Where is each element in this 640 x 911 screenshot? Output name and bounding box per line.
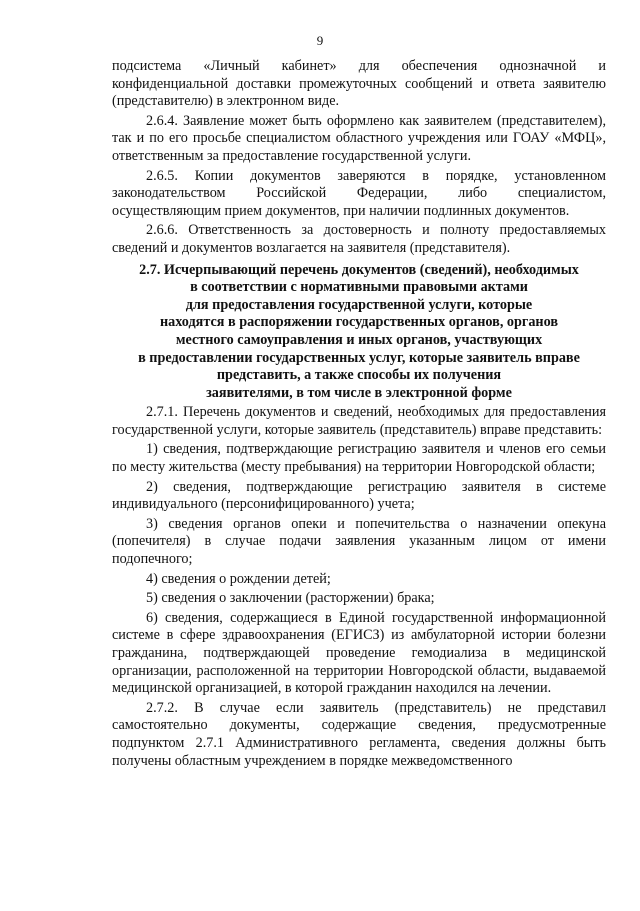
heading-line: в предоставлении государственных услуг, которые заявитель вправе	[138, 349, 580, 366]
list-item-6: 6) сведения, содержащиеся в Единой государственной информационной системе в сфере здравоохранения (ЕГИСЗ) из амбулаторной истории болезни гражданина, подтверждающей проведение гемодиализа в медицинской организации, расположенной на территории Новгородской области, выдаваемой медицинской организацией, в которой гражданин находился на лечении.	[112, 609, 606, 697]
list-item-1: 1) сведения, подтверждающие регистрацию заявителя и членов его семьи по месту жительства (месту пребывания) на территории Новгородской области;	[112, 441, 606, 476]
page-number: 9	[316, 33, 324, 48]
heading-line: для предоставления государственной услуги, которые	[185, 296, 533, 313]
paragraph-personal-cabinet: подсистема «Личный кабинет» для обеспечения однозначной и конфиденциальной доставки промежуточных сообщений и ответа заявителю (представителю) в электронном виде.	[112, 58, 606, 110]
document-body	[112, 58, 606, 772]
paragraph-2-6-5: 2.6.5. Копии документов заверяются в порядке, установленном законодательством Российской Федерации, либо специалистом, осуществляющим прием документов, при наличии подлинных документов.	[112, 167, 606, 219]
paragraph-2-7-1: 2.7.1. Перечень документов и сведений, необходимых для предоставления государственной услуги, которые заявитель (представитель) вправе представить:	[112, 404, 606, 438]
paragraph-2-6-4: 2.6.4. Заявление может быть оформлено как заявителем (представителем), так и по его просьбе специалистом областного учреждения или ГОАУ «МФЦ», ответственным за предоставление государственной услуги.	[112, 112, 606, 164]
list-item-4: 4) сведения о рождении детей;	[146, 570, 331, 587]
heading-line: местного самоуправления и иных органов, участвующих	[175, 331, 543, 348]
list-item-2: 2) сведения, подтверждающие регистрацию заявителя в системе индивидуального (персонифицированного) учета;	[112, 478, 606, 513]
heading-line: находятся в распоряжении государственных органов, органов	[159, 314, 559, 331]
heading-line: в соответствии с нормативными правовыми актами	[190, 279, 528, 296]
paragraph-2-6-6: 2.6.6. Ответственность за достоверность и полноту предоставляемых сведений и документов возлагается на заявителя (представителя).	[112, 222, 606, 256]
section-heading-2-7	[112, 262, 606, 403]
heading-line: заявителями, в том числе в электронной форме	[206, 384, 512, 401]
heading-line: представить, а также способы их получения	[216, 367, 502, 384]
heading-line: 2.7. Исчерпывающий перечень документов (сведений), необходимых	[139, 261, 579, 278]
paragraph-2-7-2: 2.7.2. В случае если заявитель (представитель) не представил самостоятельно документы, содержащие сведения, предусмотренные подпунктом 2.7.1 Административного регламента, сведения должны быть получены областным учреждением в порядке межведомственного	[112, 699, 606, 769]
list-item-5: 5) сведения о заключении (расторжении) брака;	[146, 590, 435, 607]
list-item-3: 3) сведения органов опеки и попечительства о назначении опекуна (попечителя) в случае подачи заявления указанным лицом от имени подопечного;	[112, 515, 606, 568]
